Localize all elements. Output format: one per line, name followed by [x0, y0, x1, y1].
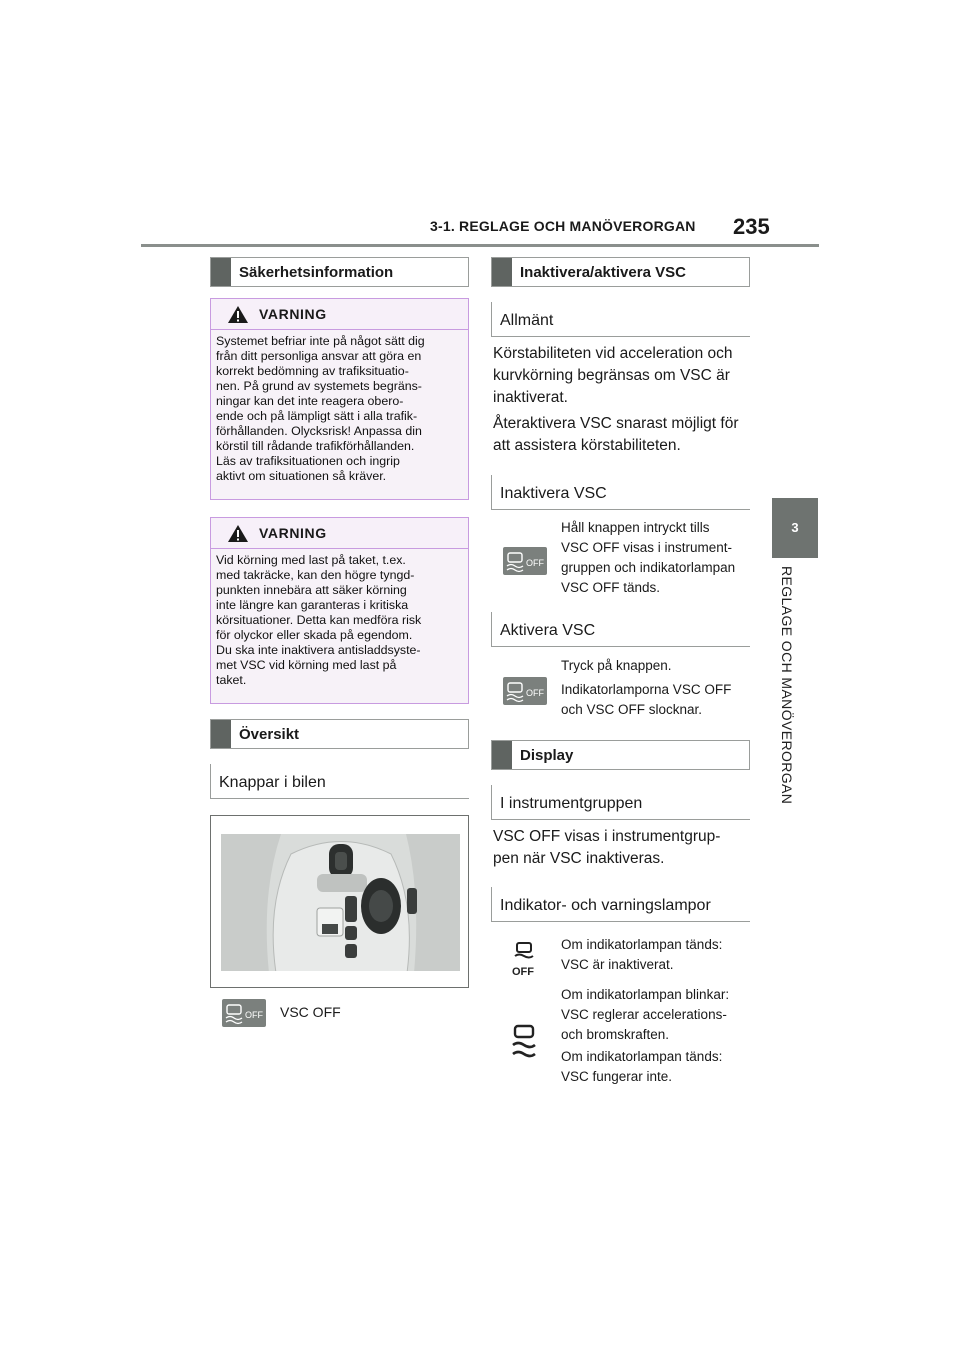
chapter-side-label	[770, 566, 820, 826]
section-safety-title: Säkerhetsinformation	[239, 264, 394, 281]
warning-box-2	[210, 517, 469, 704]
warning-label: VARNING	[259, 525, 327, 541]
svg-text:OFF: OFF	[526, 558, 544, 568]
vsc-off-button-icon	[503, 677, 547, 705]
center-console-drawing	[221, 834, 460, 971]
svg-text:OFF: OFF	[526, 688, 544, 698]
subsection-buttons	[210, 764, 469, 799]
subsection-lamps	[491, 887, 750, 922]
general-paragraph-1: Körstabiliteten vid acceleration och kurvkörning begränsas om VSC är inaktiverat.	[493, 345, 733, 406]
subsection-general	[491, 302, 750, 337]
warning-triangle-icon	[227, 524, 249, 543]
subsection-lamps-title: Indikator- och varningslampor	[500, 897, 711, 914]
warning-header	[211, 299, 468, 330]
warning-label: VARNING	[259, 306, 327, 322]
activate-text-2: Indikatorlamporna VSC OFF och VSC OFF slocknar.	[561, 682, 732, 717]
subsection-buttons-title: Knappar i bilen	[219, 774, 326, 791]
svg-text:OFF: OFF	[512, 966, 534, 977]
chapter-tab: 3	[772, 498, 818, 558]
section-bar	[492, 258, 512, 286]
subsection-general-title: Allmänt	[500, 312, 554, 329]
section-overview	[210, 719, 469, 749]
subsection-activate	[491, 612, 750, 647]
deactivate-text: Håll knappen intryckt tills VSC OFF visas i instrument- gruppen och indikatorlampan VSC OFF tänds.	[561, 520, 736, 595]
section-vsc	[491, 257, 750, 287]
warning-header	[211, 518, 468, 549]
lamp2-text-2: Om indikatorlampan tänds: VSC fungerar inte.	[561, 1049, 723, 1084]
section-vsc-title: Inaktivera/aktivera VSC	[520, 264, 686, 281]
subsection-activate-title: Aktivera VSC	[500, 622, 596, 639]
section-display-title: Display	[520, 747, 574, 764]
general-paragraph-2: Återaktivera VSC snarast möjligt för att assistera körstabiliteten.	[493, 415, 739, 454]
lamp1-text: Om indikatorlampan tänds: VSC är inaktiverat.	[561, 937, 723, 972]
svg-text:OFF: OFF	[245, 1010, 263, 1020]
activate-text-1: Tryck på knappen.	[561, 658, 672, 673]
vsc-off-lamp-icon	[509, 941, 539, 977]
section-bar	[211, 258, 231, 286]
section-bar	[492, 741, 512, 769]
vsc-button-caption: VSC OFF	[280, 1004, 341, 1020]
section-safety	[210, 257, 469, 287]
subsection-deactivate	[491, 475, 750, 510]
section-overview-title: Översikt	[239, 726, 300, 743]
vsc-off-button-icon	[503, 547, 547, 575]
subsection-deactivate-title: Inaktivera VSC	[500, 485, 607, 502]
chapter-side-text: REGLAGE OCH MANÖVERORGAN	[779, 566, 795, 805]
console-illustration	[210, 815, 469, 988]
warning-triangle-icon	[227, 305, 249, 324]
console-image	[221, 834, 460, 971]
vsc-off-button-icon	[222, 999, 266, 1027]
section-bar	[211, 720, 231, 748]
section-display	[491, 740, 750, 770]
warning-text: Systemet befriar inte på något sätt dig från ditt personliga ansvar att göra en korrekt bedömning av trafiksituatio- nen. På grund av systemets begräns- ningar kan det inte reagera obero- ende och på lämpligt sätt i alla trafik- förhållanden. Olycksrisk! Anpassa din körstil till rådande trafikförhållanden. Läs av trafiksituationen och ingrip aktivt om situationen så kräver.	[216, 334, 425, 483]
lamp2-text-1: Om indikatorlampan blinkar: VSC reglerar accelerations- och bromskraften.	[561, 987, 730, 1042]
cluster-paragraph: VSC OFF visas i instrumentgrup- pen när VSC inaktiveras.	[493, 828, 721, 867]
subsection-cluster-title: I instrumentgruppen	[500, 795, 643, 812]
header-rule	[141, 244, 819, 247]
subsection-cluster	[491, 785, 750, 820]
chapter-title: 3-1. REGLAGE OCH MANÖVERORGAN	[430, 218, 696, 234]
warning-text: Vid körning med last på taket, t.ex. med takräcke, kan den högre tyngd- punkten innebära att säker körning inte längre kan garanteras i kritiska körsituationer. Detta kan medföra risk för olyckor eller skada på egendom. Du ska inte inaktivera antisladdsyste- met VSC vid körning med last på taket.	[216, 553, 422, 687]
page-number: 235	[733, 214, 770, 239]
vsc-lamp-icon	[509, 1024, 539, 1060]
warning-box-1	[210, 298, 469, 500]
